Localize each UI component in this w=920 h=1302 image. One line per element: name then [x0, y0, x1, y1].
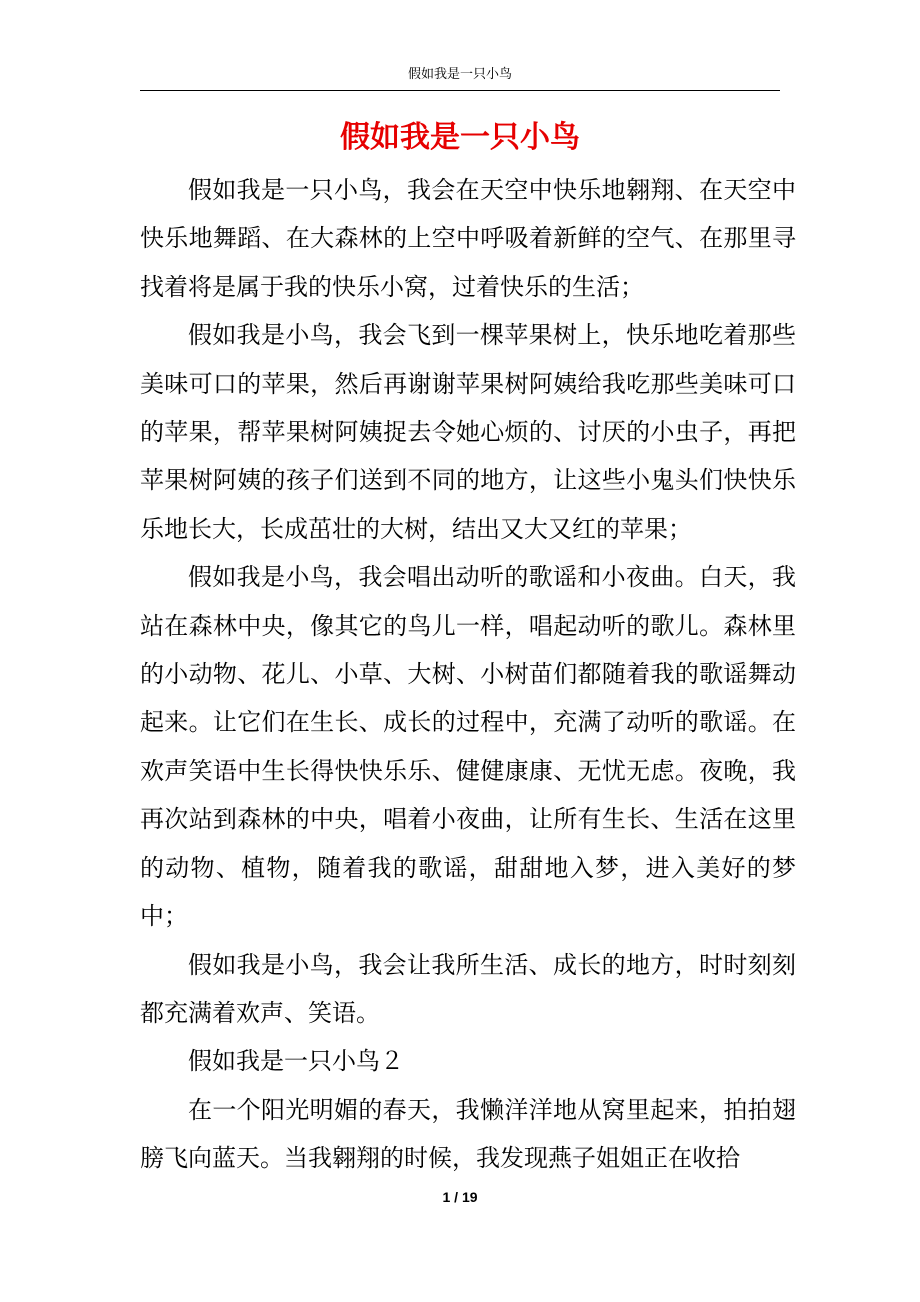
page-number: 1 / 19	[442, 1189, 478, 1205]
paragraph: 假如我是一只小鸟，我会在天空中快乐地翱翔、在天空中快乐地舞蹈、在大森林的上空中呼吸着新鲜的空气、在那里寻找着将是属于我的快乐小窝，过着快乐的生活；	[140, 176, 796, 301]
paragraph: 假如我是小鸟，我会飞到一棵苹果树上，快乐地吃着那些美味可口的苹果，然后再谢谢苹果树阿姨给我吃那些美味可口的苹果，帮苹果树阿姨捉去令她心烦的、讨厌的小虫子，再把苹果树阿姨的孩子们送到不同的地方，让这些小鬼头们快快乐乐地长大，长成茁壮的大树，结出又大又红的苹果；	[140, 321, 796, 543]
running-header: 假如我是一只小鸟	[407, 67, 512, 82]
section-heading: 假如我是一只小鸟２	[188, 1047, 404, 1076]
document-body	[140, 166, 796, 1183]
paragraph: 在一个阳光明媚的春天，我懒洋洋地从窝里起来，拍拍翅膀飞向蓝天。当我翱翔的时候，我发现燕子姐姐正在收拾	[140, 1095, 796, 1173]
document-title: 假如我是一只小鸟	[340, 120, 580, 155]
paragraph: 假如我是小鸟，我会唱出动听的歌谣和小夜曲。白天，我站在森林中央，像其它的鸟儿一样，唱起动听的歌儿。森林里的小动物、花儿、小草、大树、小树苗们都随着我的歌谣舞动起来。让它们在生长、成长的过程中，充满了动听的歌谣。在欢声笑语中生长得快快乐乐、健健康康、无忧无虑。夜晚，我再次站到森林的中央，唱着小夜曲，让所有生长、生活在这里的动物、植物，随着我的歌谣，甜甜地入梦，进入美好的梦中；	[140, 563, 796, 931]
paragraph: 假如我是小鸟，我会让我所生活、成长的地方，时时刻刻都充满着欢声、笑语。	[140, 950, 796, 1027]
header-divider	[140, 90, 780, 91]
